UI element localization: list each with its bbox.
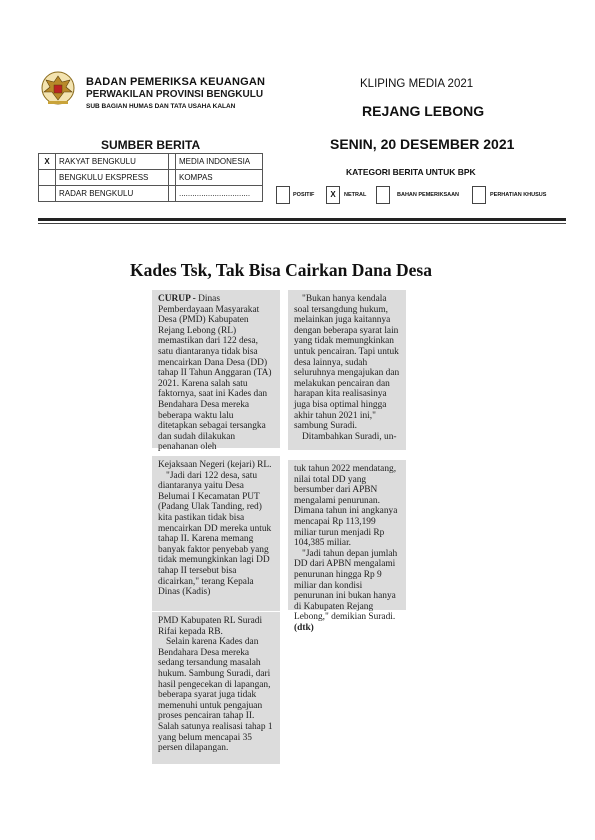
article-text: Dinas Pemberdayaan Masyarakat Desa (PMD) Kabupaten Rejang Lebong (RL) memastikan dari 122 desa, satu diantaranya tidak bisa mencairkan Dana Desa (DD) tahap II Tahun Anggaran (TA) 2021. Karena salah satu faktornya, saat ini Kades dan Bendahara Desa mereka beberapa waktu lalu ditetapkan sebagai tersangka dan sudah dilakukan penahanan oleh <box>158 294 272 453</box>
article-column-5 <box>288 460 406 633</box>
article-text: "Jadi tahun depan jumlah DD dari APBN mengalami penurunan hingga Rp 9 miliar dan kondisi penurunan ini bukan hanya di Kabupaten Rejang Lebong," demikian Suradi. <box>294 548 398 623</box>
bpk-garuda-logo-icon <box>36 68 80 108</box>
source-mark: X <box>39 154 56 170</box>
org-name-line2: PERWAKILAN PROVINSI BENGKULU <box>86 89 264 100</box>
table-row <box>39 186 263 202</box>
category-khusus-box <box>472 186 486 204</box>
source-name: KOMPAS <box>176 170 263 186</box>
source-name: BENGKULU EKSPRESS <box>56 170 169 186</box>
source-name: RADAR BENGKULU <box>56 186 169 202</box>
category-bahan-box <box>376 186 390 204</box>
category-netral-box: X <box>326 186 340 204</box>
org-name-line1: BADAN PEMERIKSA KEUANGAN <box>86 76 266 88</box>
source-name: MEDIA INDONESIA <box>176 154 263 170</box>
article-dateline: CURUP - <box>158 294 199 304</box>
article-text: Ditambahkan Suradi, un- <box>302 431 397 442</box>
newspaper-name: REJANG LEBONG <box>362 103 485 119</box>
article-text: Kejaksaan Negeri (kejari) RL. <box>158 460 272 470</box>
category-title: KATEGORI BERITA UNTUK BPK <box>346 167 476 177</box>
article-text: tuk tahun 2022 mendatang, nilai total DD yang bersumber dari APBN mengalami penurunan. Dimana tahun ini angkanya mencapai Rp 113,199 miliar turun menjadi Rp 104,385 miliar. <box>294 464 398 549</box>
org-name-line3: SUB BAGIAN HUMAS DAN TATA USAHA KALAN <box>86 103 236 110</box>
header-divider <box>38 223 566 224</box>
table-row <box>39 154 263 170</box>
source-mark <box>39 186 56 202</box>
article-column-2 <box>152 456 280 611</box>
kliping-title: KLIPING MEDIA 2021 <box>360 78 474 90</box>
article-column-3 <box>152 612 280 764</box>
article-column-4 <box>288 290 406 450</box>
article-text: "Jadi dari 122 desa, satu diantaranya yaitu Desa Belumai I Kecamatan PUT (Padang Ulak Tanding, red) kita pastikan tidak bisa mencairkan DD mereka untuk tahap II. Karena memang banyak faktor penyebab yang tidak memungkinkan lagi DD tahap II tersebut bisa dicairkan," terang Kepala Dinas (Kadis) <box>158 470 272 598</box>
category-khusus-label: PERHATIAN KHUSUS <box>490 192 547 198</box>
category-bahan-label: BAHAN PEMERIKSAAN <box>397 192 460 198</box>
category-positif-label: POSITIF <box>293 192 315 198</box>
publication-date: SENIN, 20 DESEMBER 2021 <box>330 136 515 152</box>
article-text: Selain karena Kades dan Bendahara Desa mereka sedang tersandung masalah hukum. Sambung Suradi, dari hasil pengecekan di lapangan, beberapa syarat juga tidak memenuhi untuk pengajuan proses pencairan tahap II. Salah satunya realisasi tahap 1 yang belum mencapai 35 persen dilapangan. <box>158 637 273 754</box>
table-row <box>39 170 263 186</box>
category-netral-label: NETRAL <box>344 192 367 198</box>
article-column-1 <box>152 290 280 453</box>
article-headline: Kades Tsk, Tak Bisa Cairkan Dana Desa <box>130 260 432 280</box>
article-text: PMD Kabupaten RL Suradi Rifai kepada RB. <box>158 616 263 637</box>
source-mark <box>39 170 56 186</box>
article-signoff: (dtk) <box>294 622 314 633</box>
sources-table <box>38 153 263 202</box>
source-name: ................................ <box>176 186 263 202</box>
header-divider <box>38 218 566 221</box>
category-positif-box <box>276 186 290 204</box>
source-name: RAKYAT BENGKULU <box>56 154 169 170</box>
sources-title: SUMBER BERITA <box>101 138 201 152</box>
article-text: "Bukan hanya kendala soal tersangdung hukum, melainkan juga kaitannya dengan beberapa syarat lain yang tidak memungkinkan untuk pencairan. Tapi untuk desa lainnya, sudah seluruhnya mengajukan dan melakukan pencairan dan harapan kita realisasinya juga bisa optimal hingga akhir tahun 2021 ini," sambung Suradi. <box>294 294 400 432</box>
